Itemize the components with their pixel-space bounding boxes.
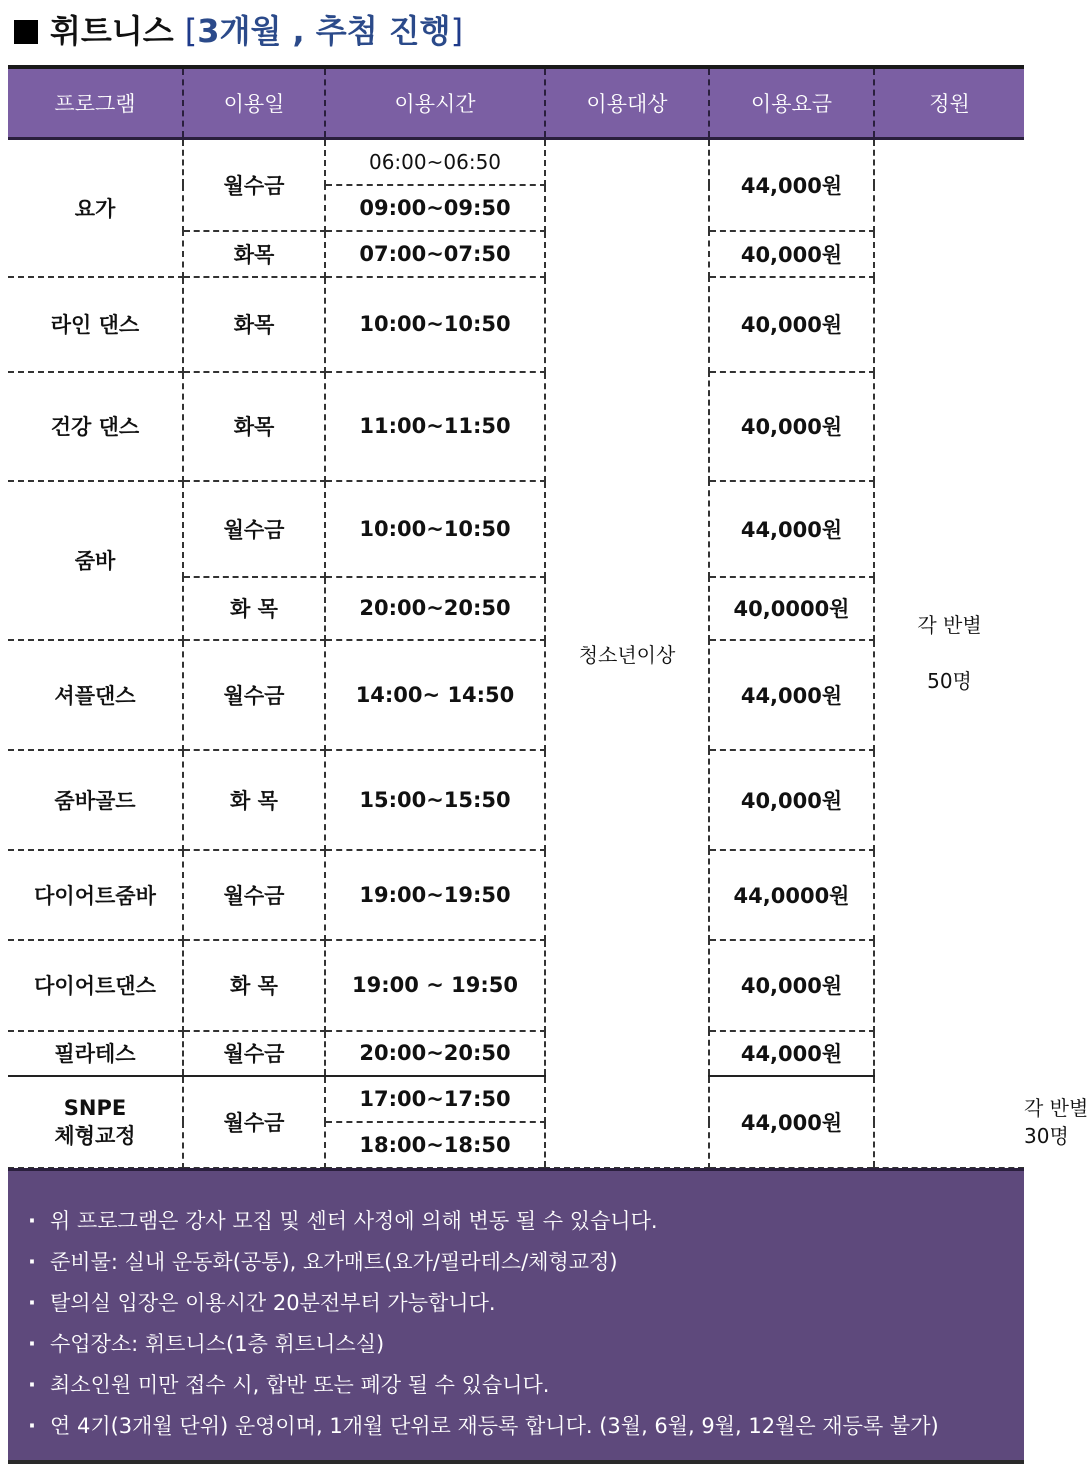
fee-cell: 44,000원	[709, 1076, 874, 1168]
time-cell: 15:00~15:50	[325, 750, 545, 850]
day-cell: 월수금	[183, 1076, 325, 1168]
time-cell: 18:00~18:50	[325, 1122, 545, 1168]
table-row	[8, 372, 1024, 481]
table-row	[8, 850, 1024, 940]
day-cell: 월수금	[183, 481, 325, 577]
program-snpe: SNPE 체형교정	[8, 1076, 183, 1168]
list-item: · 최소인원 미만 접수 시, 합반 또는 폐강 될 수 있습니다.	[28, 1365, 1024, 1406]
header-target: 이용대상	[545, 69, 709, 139]
time-cell: 10:00~10:50	[325, 277, 545, 372]
header-time: 이용시간	[325, 69, 545, 139]
list-item: · 연 4기(3개월 단위) 운영이며, 1개월 단위로 재등록 합니다. (3월, 6월, 9월, 12월은 재등록 불가)	[28, 1406, 1024, 1447]
program-zumba-gold: 줌바골드	[8, 750, 183, 850]
capacity-cell: 각 반별 50명	[874, 139, 1024, 1168]
bullet-icon: ·	[28, 1209, 36, 1233]
time-cell: 19:00 ~ 19:50	[325, 940, 545, 1031]
list-item: · 위 프로그램은 강사 모집 및 센터 사정에 의해 변동 될 수 있습니다.	[28, 1201, 1024, 1242]
day-cell: 월수금	[183, 139, 325, 231]
time-cell: 20:00~20:50	[325, 1031, 545, 1076]
bullet-icon: ·	[28, 1414, 36, 1438]
program-health-dance: 건강 댄스	[8, 372, 183, 481]
day-cell: 월수금	[183, 850, 325, 940]
list-item: · 준비물: 실내 운동화(공통), 요가매트(요가/필라테스/체형교정)	[28, 1242, 1024, 1283]
time-cell: 07:00~07:50	[325, 231, 545, 277]
day-cell: 화 목	[183, 750, 325, 850]
fee-cell: 40,0000원	[709, 577, 874, 640]
bullet-icon: ·	[28, 1291, 36, 1315]
list-item: · 수업장소: 휘트니스(1층 휘트니스실)	[28, 1324, 1024, 1365]
table-row	[8, 481, 1024, 577]
table-row	[8, 1031, 1024, 1076]
table-row	[8, 139, 1024, 185]
fee-cell: 40,000원	[709, 277, 874, 372]
program-pilates: 필라테스	[8, 1031, 183, 1076]
list-item: · 탈의실 입장은 이용시간 20분전부터 가능합니다.	[28, 1283, 1024, 1324]
table-row	[8, 940, 1024, 1031]
table-row	[8, 640, 1024, 750]
table-row: SNPE 체형교정 월수금 17:00~17:50 44,000원 각 반별 30명	[8, 1076, 1024, 1122]
bullet-icon: ·	[28, 1250, 36, 1274]
time-cell: 09:00~09:50	[325, 185, 545, 231]
fee-cell: 40,000원	[709, 231, 874, 277]
day-cell: 화목	[183, 231, 325, 277]
fee-cell: 40,000원	[709, 940, 874, 1031]
fee-cell: 40,000원	[709, 372, 874, 481]
header-fee: 이용요금	[709, 69, 874, 139]
bottom-rule	[8, 1460, 1024, 1464]
day-cell: 화목	[183, 277, 325, 372]
day-cell: 월수금	[183, 1031, 325, 1076]
header-day: 이용일	[183, 69, 325, 139]
table-header-row	[8, 69, 1024, 139]
table-row	[8, 277, 1024, 372]
time-cell: 20:00~20:50	[325, 577, 545, 640]
program-diet-dance: 다이어트댄스	[8, 940, 183, 1031]
fee-cell: 44,000원	[709, 481, 874, 577]
fee-cell: 44,000원	[709, 1031, 874, 1076]
time-cell: 17:00~17:50	[325, 1076, 545, 1122]
bullet-icon: ·	[28, 1332, 36, 1356]
program-diet-zumba: 다이어트줌바	[8, 850, 183, 940]
bullet-icon: ·	[28, 1373, 36, 1397]
day-cell: 화목	[183, 372, 325, 481]
day-cell: 화 목	[183, 577, 325, 640]
time-cell: 19:00~19:50	[325, 850, 545, 940]
fee-cell: 44,000원	[709, 640, 874, 750]
program-zumba: 줌바	[8, 481, 183, 640]
time-cell: 10:00~10:50	[325, 481, 545, 577]
time-cell: 11:00~11:50	[325, 372, 545, 481]
notes-list	[8, 1171, 1024, 1447]
fee-cell: 44,0000원	[709, 850, 874, 940]
title-main: 휘트니스	[50, 12, 174, 50]
square-bullet-icon	[14, 20, 38, 44]
target-cell: 청소년이상	[545, 139, 709, 1168]
header-capacity: 정원	[874, 69, 1024, 139]
notes-panel	[8, 1168, 1024, 1463]
page-title	[14, 6, 463, 56]
program-yoga: 요가	[8, 139, 183, 277]
fee-cell: 44,000원	[709, 139, 874, 231]
header-program: 프로그램	[8, 69, 183, 139]
schedule-table	[8, 69, 1088, 1169]
day-cell: 화 목	[183, 940, 325, 1031]
program-shuffle-dance: 셔플댄스	[8, 640, 183, 750]
title-bracket: [3개월 , 추첨 진행]	[184, 12, 464, 50]
table-row	[8, 750, 1024, 850]
time-cell: 06:00~06:50	[325, 139, 545, 185]
program-line-dance: 라인 댄스	[8, 277, 183, 372]
time-cell: 14:00~ 14:50	[325, 640, 545, 750]
day-cell: 월수금	[183, 640, 325, 750]
fee-cell: 40,000원	[709, 750, 874, 850]
